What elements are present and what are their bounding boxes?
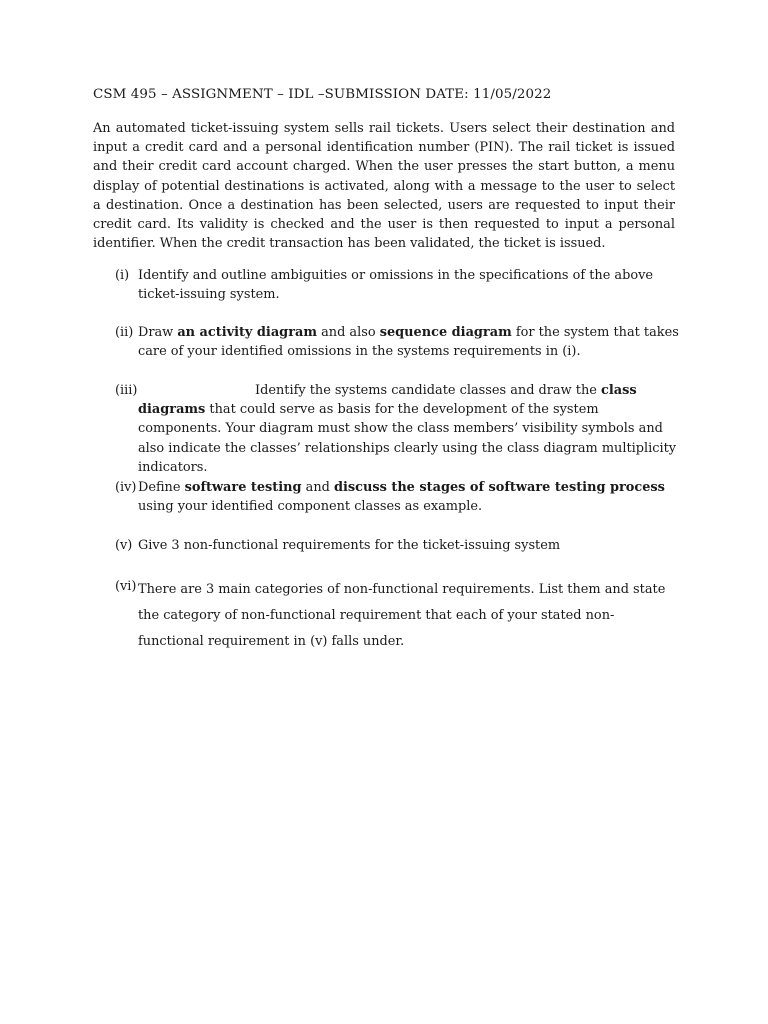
question-text-run: and also <box>316 325 380 340</box>
question-text <box>115 266 679 304</box>
question-v <box>115 536 679 555</box>
question-text <box>115 577 679 654</box>
question-text-run: Identify the systems candidate classes and draw the <box>255 383 601 398</box>
question-text-bold: sequence diagram <box>379 325 512 340</box>
intro-paragraph: An automated ticket-issuing system sells rail tickets. Users select their destination and input a credit card and a personal identification number (PIN). The rail ticket is issued and their credit card account charged. When the user presses the start button, a menu display of potential destinations is activated, along with a message to the user to select a destination. Once a destination has been selected, users are requested to input their credit card. Its validity is checked and the user is then requested to input a personal identifier. When the credit transaction has been validated, the ticket is issued. <box>93 121 675 252</box>
question-text-run: for the system that takes care of your identified omissions in the systems requirements in (i). <box>138 325 679 360</box>
question-number: (vi) <box>115 579 137 594</box>
question-text <box>115 323 679 361</box>
question-text-run: There are 3 main categories of non-functional requirements. List them and state the category of non-functional requirement that each of your stated non-functional requirement in (v) falls under. <box>138 582 666 649</box>
question-text-bold: class diagrams <box>138 383 637 418</box>
question-text-run: Draw <box>138 325 178 340</box>
question-text-bold: discuss the stages of software testing process <box>333 480 665 495</box>
question-text-bold: software testing <box>184 480 302 495</box>
question-number: (ii) <box>115 325 134 340</box>
question-ii <box>115 323 679 361</box>
question-number: (v) <box>115 538 133 553</box>
question-text-run: that could serve as basis for the development of the system components. Your diagram must show the class members’ visibility symbols and also indicate the classes’ relationships clearly using the class diagram multiplicity indicators. <box>138 402 677 475</box>
question-number: (iii) <box>115 383 138 398</box>
question-iii <box>115 381 679 477</box>
question-text-run: using your identified component classes as example. <box>138 499 483 515</box>
question-text <box>115 478 679 516</box>
assignment-title: CSM 495 – ASSIGNMENT – IDL –SUBMISSION DATE: 11/05/2022 <box>93 87 552 102</box>
question-text-bold: an activity diagram <box>177 325 317 340</box>
question-iv <box>115 478 679 516</box>
question-vi <box>115 577 679 654</box>
question-i <box>115 266 679 304</box>
question-text-run: Define <box>138 480 185 495</box>
question-text-run: and <box>301 480 334 495</box>
question-number: (i) <box>115 268 130 283</box>
question-text-run: Give 3 non-functional requirements for the ticket-issuing system <box>138 538 561 553</box>
question-number: (iv) <box>115 480 137 495</box>
question-text-run: Identify and outline ambiguities or omissions in the specifications of the above ticket-issuing system. <box>138 268 654 303</box>
question-text <box>115 536 679 555</box>
question-text <box>115 381 679 477</box>
